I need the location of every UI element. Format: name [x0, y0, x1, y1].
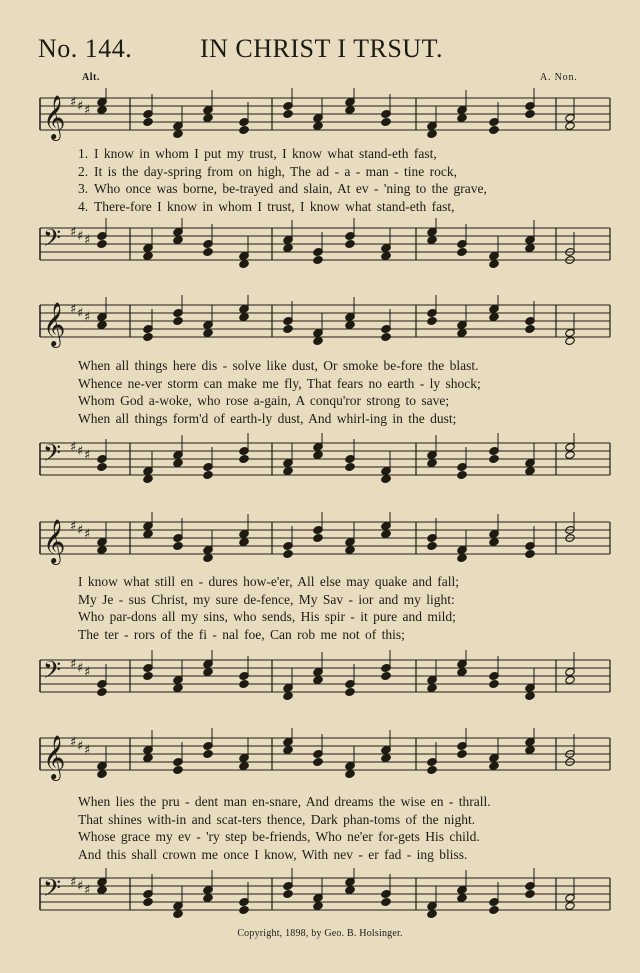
hymn-header [0, 32, 640, 72]
quarter-note [143, 897, 153, 906]
quarter-note [381, 474, 391, 483]
quarter-note [345, 545, 355, 554]
lyric-line [78, 608, 598, 626]
quarter-note [525, 549, 535, 558]
verse-number: 1. [78, 146, 89, 161]
sharp-icon: ♯ [77, 523, 84, 538]
quarter-note [283, 324, 293, 333]
quarter-note [427, 458, 437, 467]
quarter-note [173, 316, 183, 325]
quarter-note [97, 885, 107, 894]
hymn-title: IN CHRIST I TRSUT. [200, 34, 444, 63]
lyrics-system-2 [78, 357, 598, 427]
quarter-note [283, 109, 293, 118]
quarter-note [203, 667, 213, 676]
hymn-number: No. 144. [38, 34, 133, 63]
quarter-note [143, 753, 153, 762]
half-note [565, 675, 575, 684]
quarter-note [203, 328, 213, 337]
verse-number: 3. [78, 181, 89, 196]
quarter-note [457, 470, 467, 479]
quarter-note [283, 889, 293, 898]
quarter-note [203, 893, 213, 902]
quarter-note [239, 312, 249, 321]
quarter-note [239, 905, 249, 914]
lyric-text: There-fore I know in whom I trust, I know what stand-eth fast, [94, 198, 455, 214]
sharp-icon: ♯ [84, 310, 91, 325]
quarter-note [143, 529, 153, 538]
lyric-text: I know in whom I put my trust, I know what stand-eth fast, [94, 146, 437, 161]
lyric-line [78, 145, 598, 163]
treble-staff-system-3 [0, 512, 640, 568]
quarter-note [313, 901, 323, 910]
sharp-icon: ♯ [77, 661, 84, 676]
sharp-icon: ♯ [84, 743, 91, 758]
treble-clef-icon: 𝄞 [43, 302, 66, 346]
quarter-note [173, 458, 183, 467]
quarter-note [525, 243, 535, 252]
quarter-note [525, 889, 535, 898]
quarter-note [203, 247, 213, 256]
quarter-note [283, 691, 293, 700]
quarter-note [381, 117, 391, 126]
quarter-note [489, 905, 499, 914]
sharp-icon: ♯ [84, 233, 91, 248]
lyric-text: That shines with-in and scat-ters thence, Dark phan-toms of the night. [78, 811, 476, 827]
quarter-note [345, 320, 355, 329]
verse-number: 4. [78, 198, 89, 214]
quarter-note [97, 105, 107, 114]
lyric-text: When all things form'd of earth-ly dust, And whirl-ing in the dust; [78, 410, 457, 426]
lyric-line [78, 410, 598, 428]
quarter-note [173, 765, 183, 774]
quarter-note [345, 687, 355, 696]
quarter-note [97, 769, 107, 778]
bass-clef-icon: 𝄢 [43, 224, 62, 257]
bass-staff-system-4 [0, 868, 640, 924]
quarter-note [239, 761, 249, 770]
sharp-icon: ♯ [77, 229, 84, 244]
quarter-note [525, 466, 535, 475]
quarter-note [313, 533, 323, 542]
quarter-note [381, 671, 391, 680]
lyric-text: My Je - sus Christ, my sure de-fence, My Sav - ior and my light: [78, 591, 455, 607]
quarter-note [457, 667, 467, 676]
lyric-line [78, 811, 598, 829]
quarter-note [525, 691, 535, 700]
quarter-note [143, 474, 153, 483]
quarter-note [203, 113, 213, 122]
quarter-note [97, 320, 107, 329]
quarter-note [345, 462, 355, 471]
sharp-icon: ♯ [70, 519, 77, 534]
treble-staff-system-2 [0, 295, 640, 351]
lyric-line [78, 163, 598, 181]
bass-staff-system-3 [0, 650, 640, 706]
quarter-note [427, 129, 437, 138]
bass-clef-icon: 𝄢 [43, 656, 62, 689]
quarter-note [489, 679, 499, 688]
bass-clef-icon: 𝄢 [43, 874, 62, 907]
sharp-icon: ♯ [77, 444, 84, 459]
quarter-note [97, 687, 107, 696]
quarter-note [457, 553, 467, 562]
lyric-text: Whence ne-ver storm can make me fly, That fears no earth - ly shock; [78, 375, 481, 391]
treble-staff-system-4 [0, 728, 640, 784]
quarter-note [313, 336, 323, 345]
lyric-line [78, 573, 598, 591]
quarter-note [239, 537, 249, 546]
sharp-icon: ♯ [70, 440, 77, 455]
quarter-note [381, 332, 391, 341]
lyrics-system-1 [78, 145, 598, 215]
lyric-line [78, 626, 598, 644]
quarter-note [203, 470, 213, 479]
quarter-note [381, 529, 391, 538]
quarter-note [427, 683, 437, 692]
quarter-note [381, 753, 391, 762]
sharp-icon: ♯ [77, 306, 84, 321]
lyric-text: Whose grace my ev - 'ry step be-friends, Who ne'er for-gets His child. [78, 829, 480, 844]
quarter-note [97, 462, 107, 471]
verse-number: 2. [78, 163, 89, 179]
quarter-note [143, 671, 153, 680]
quarter-note [203, 553, 213, 562]
lyric-text: Who once was borne, be-trayed and slain, At ev - 'ning to the grave, [94, 181, 487, 196]
half-note [565, 121, 575, 130]
quarter-note [345, 769, 355, 778]
quarter-note [313, 121, 323, 130]
quarter-note [381, 897, 391, 906]
quarter-note [489, 761, 499, 770]
lyric-text: When lies the pru - dent man en-snare, And dreams the wise en - thrall. [78, 794, 491, 809]
quarter-note [97, 239, 107, 248]
sharp-icon: ♯ [70, 302, 77, 317]
half-note [565, 336, 575, 345]
arranger-credit: Alt. [82, 72, 100, 83]
quarter-note [525, 109, 535, 118]
quarter-note [313, 450, 323, 459]
sharp-icon: ♯ [77, 99, 84, 114]
quarter-note [173, 129, 183, 138]
quarter-note [173, 683, 183, 692]
quarter-note [239, 259, 249, 268]
half-note [565, 901, 575, 910]
quarter-note [525, 324, 535, 333]
quarter-note [489, 259, 499, 268]
quarter-note [427, 235, 437, 244]
lyric-line [78, 828, 598, 846]
sharp-icon: ♯ [70, 735, 77, 750]
lyric-text: Whom God a-woke, who rose a-gain, A conqu'ror strong to save; [78, 393, 450, 408]
lyrics-system-4 [78, 793, 598, 863]
sharp-icon: ♯ [84, 665, 91, 680]
quarter-note [427, 316, 437, 325]
quarter-note [203, 749, 213, 758]
quarter-note [427, 541, 437, 550]
quarter-note [239, 679, 249, 688]
quarter-note [427, 909, 437, 918]
quarter-note [345, 885, 355, 894]
quarter-note [457, 893, 467, 902]
bass-clef-icon: 𝄢 [43, 439, 62, 472]
quarter-note [489, 125, 499, 134]
lyric-line [78, 198, 598, 216]
lyric-text: The ter - rors of the fi - nal foe, Can rob me not of this; [78, 626, 405, 642]
quarter-note [173, 909, 183, 918]
quarter-note [313, 757, 323, 766]
sharp-icon: ♯ [84, 103, 91, 118]
treble-clef-icon: 𝄞 [43, 519, 66, 563]
quarter-note [457, 749, 467, 758]
lyric-line [78, 180, 598, 198]
quarter-note [489, 537, 499, 546]
lyric-text: It is the day-spring from on high, The ad - a - man - tine rock, [94, 163, 458, 179]
quarter-note [345, 239, 355, 248]
quarter-note [283, 466, 293, 475]
lyric-line [78, 392, 598, 410]
quarter-note [283, 745, 293, 754]
quarter-note [525, 745, 535, 754]
bass-staff-system-1 [0, 218, 640, 274]
treble-staff-system-1 [0, 88, 640, 144]
lyrics-system-3 [78, 573, 598, 643]
sharp-icon: ♯ [70, 875, 77, 890]
sharp-icon: ♯ [70, 225, 77, 240]
quarter-note [457, 113, 467, 122]
half-note [565, 450, 575, 459]
lyric-text: Who par-dons all my sins, who sends, His spir - it pure and mild; [78, 609, 456, 624]
sharp-icon: ♯ [70, 657, 77, 672]
lyric-text: And this shall crown me once I know, With nev - er fad - ing bliss. [78, 846, 468, 862]
quarter-note [239, 125, 249, 134]
quarter-note [457, 247, 467, 256]
quarter-note [283, 549, 293, 558]
copyright-notice: Copyright, 1898, by Geo. B. Holsinger. [237, 928, 403, 939]
lyric-line [78, 846, 598, 864]
quarter-note [313, 255, 323, 264]
quarter-note [489, 312, 499, 321]
sharp-icon: ♯ [84, 883, 91, 898]
quarter-note [283, 243, 293, 252]
sharp-icon: ♯ [70, 95, 77, 110]
quarter-note [381, 251, 391, 260]
lyric-text: I know what still en - dures how-e'er, All else may quake and fall; [78, 574, 460, 589]
quarter-note [313, 675, 323, 684]
lyric-line [78, 793, 598, 811]
quarter-note [97, 545, 107, 554]
quarter-note [457, 328, 467, 337]
sharp-icon: ♯ [77, 739, 84, 754]
quarter-note [173, 235, 183, 244]
quarter-note [345, 105, 355, 114]
quarter-note [239, 454, 249, 463]
composer-credit: A. Non. [540, 72, 578, 83]
lyric-line [78, 375, 598, 393]
quarter-note [489, 454, 499, 463]
quarter-note [173, 541, 183, 550]
lyric-line [78, 591, 598, 609]
quarter-note [143, 117, 153, 126]
sharp-icon: ♯ [84, 448, 91, 463]
lyric-line [78, 357, 598, 375]
sharp-icon: ♯ [84, 527, 91, 542]
bass-staff-system-2 [0, 433, 640, 489]
lyric-text: When all things here dis - solve like dust, Or smoke be-fore the blast. [78, 358, 479, 373]
sharp-icon: ♯ [77, 879, 84, 894]
treble-clef-icon: 𝄞 [43, 735, 66, 779]
treble-clef-icon: 𝄞 [43, 95, 66, 139]
quarter-note [427, 765, 437, 774]
quarter-note [143, 251, 153, 260]
quarter-note [143, 332, 153, 341]
